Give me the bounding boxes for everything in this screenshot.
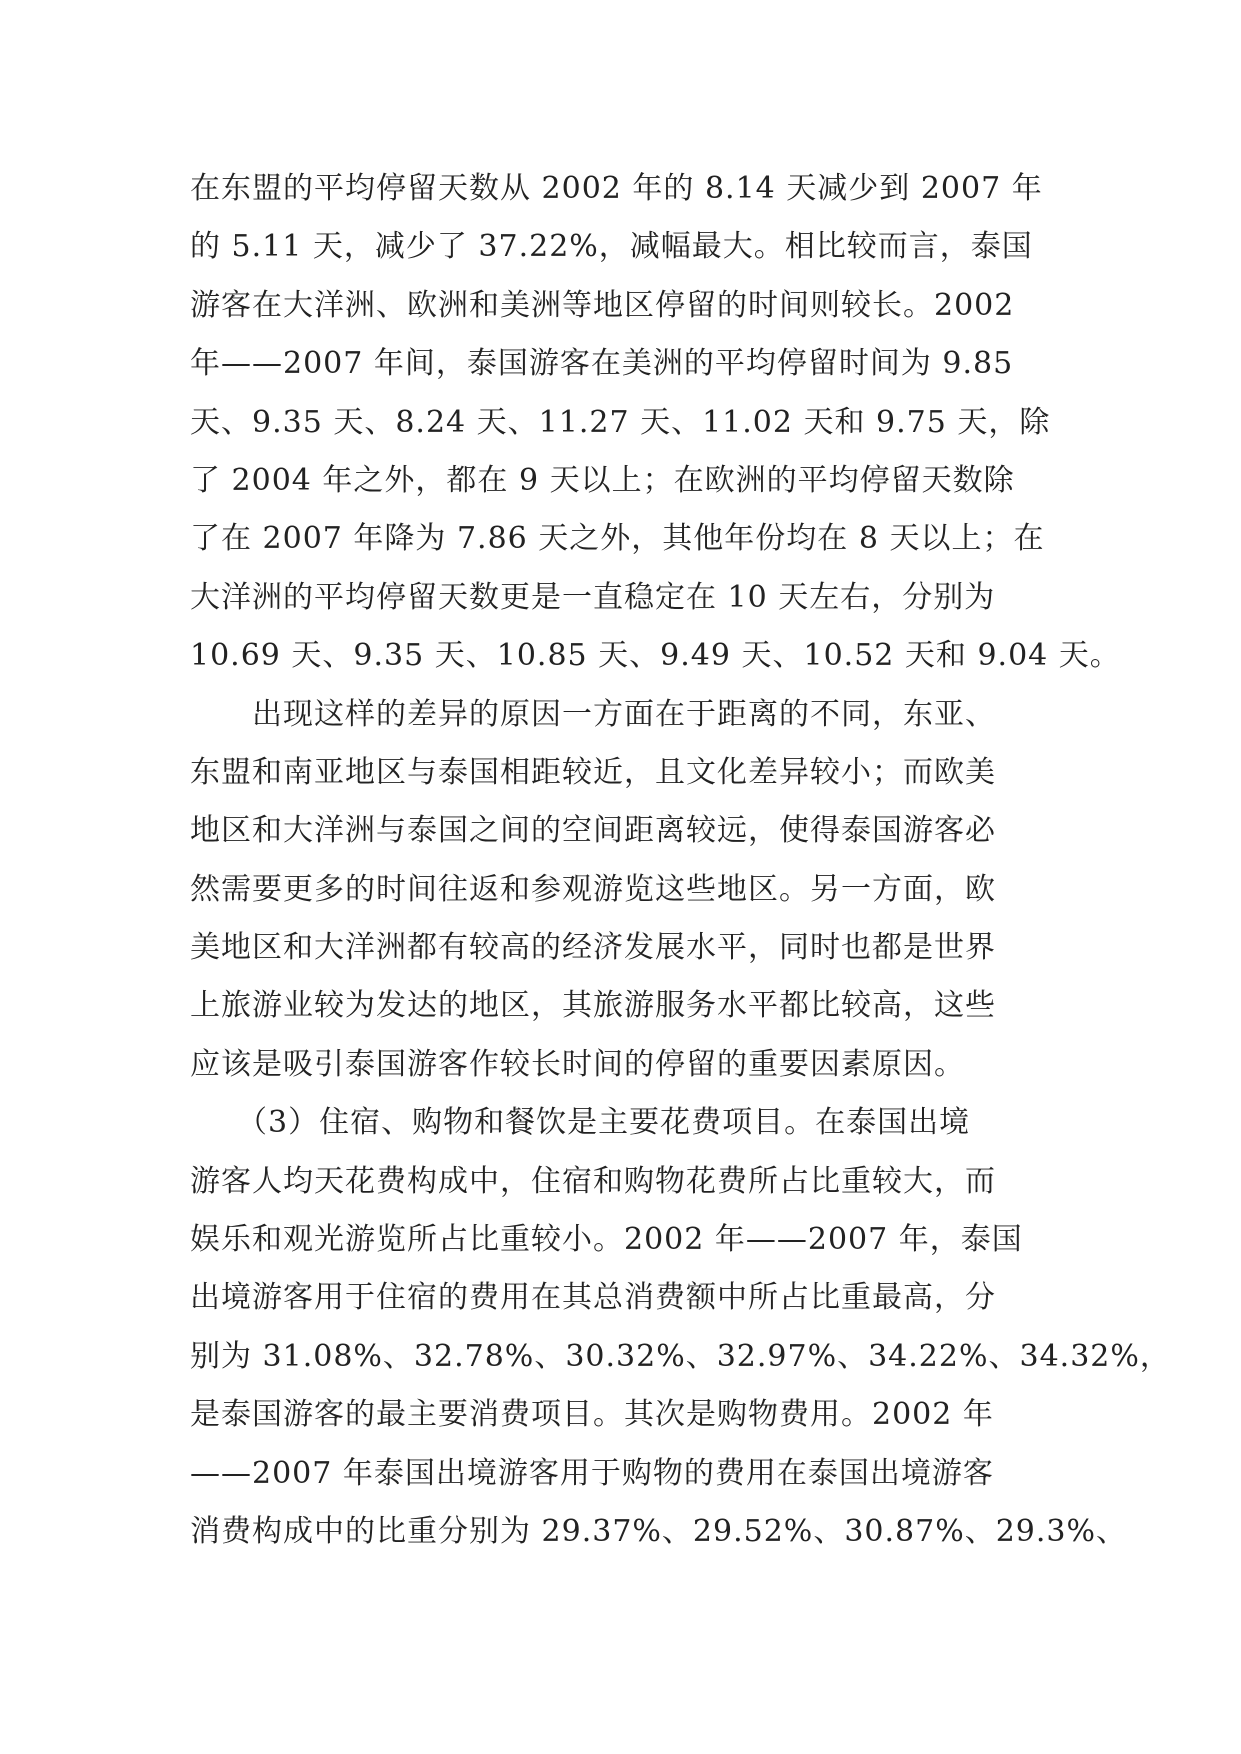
text-line: 应该是吸引泰国游客作较长时间的停留的重要因素原因。 <box>190 1046 965 1082</box>
text-line: 别为 31.08%、32.78%、30.32%、32.97%、34.22%、34.32%， <box>190 1338 1171 1374</box>
text-line: 是泰国游客的最主要消费项目。其次是购物费用。2002 年 <box>190 1397 994 1433</box>
text-line: 年——2007 年间，泰国游客在美洲的平均停留时间为 9.85 <box>190 346 1014 382</box>
text-line: ——2007 年泰国出境游客用于购物的费用在泰国出境游客 <box>190 1455 994 1491</box>
text-line: 10.69 天、9.35 天、10.85 天、9.49 天、10.52 天和 9.04 天。 <box>190 638 1121 674</box>
text-line: 了在 2007 年降为 7.86 天之外，其他年份均在 8 天以上；在 <box>190 521 1045 557</box>
text-line: 娱乐和观光游览所占比重较小。2002 年——2007 年，泰国 <box>190 1222 1023 1258</box>
text-line: 美地区和大洋洲都有较高的经济发展水平，同时也都是世界 <box>190 930 996 966</box>
text-line: 出现这样的差异的原因一方面在于距离的不同，东亚、 <box>190 696 996 732</box>
text-line: 游客人均天花费构成中，住宿和购物花费所占比重较大，而 <box>190 1163 996 1199</box>
text-line: 地区和大洋洲与泰国之间的空间距离较远，使得泰国游客必 <box>190 813 996 849</box>
text-line: 然需要更多的时间往返和参观游览这些地区。另一方面，欧 <box>190 871 996 907</box>
text-line: 出境游客用于住宿的费用在其总消费额中所占比重最高，分 <box>190 1280 996 1316</box>
text-line: 消费构成中的比重分别为 29.37%、29.52%、30.87%、29.3%、 <box>190 1513 1128 1549</box>
text-line: 东盟和南亚地区与泰国相距较近，且文化差异较小；而欧美 <box>190 754 996 790</box>
text-line: 天、9.35 天、8.24 天、11.27 天、11.02 天和 9.75 天，除 <box>190 404 1051 440</box>
text-line: 在东盟的平均停留天数从 2002 年的 8.14 天减少到 2007 年 <box>190 171 1043 206</box>
text-line: 的 5.11 天，减少了 37.22%，减幅最大。相比较而言，泰国 <box>190 229 1033 265</box>
text-line: 了 2004 年之外，都在 9 天以上；在欧洲的平均停留天数除 <box>190 462 1015 498</box>
text-line: 游客在大洋洲、欧洲和美洲等地区停留的时间则较长。2002 <box>190 287 1015 323</box>
body-text <box>190 160 1171 1561</box>
text-line: 上旅游业较为发达的地区，其旅游服务水平都比较高，这些 <box>190 988 996 1024</box>
text-line: 大洋洲的平均停留天数更是一直稳定在 10 天左右，分别为 <box>190 579 996 615</box>
text-line: （3）住宿、购物和餐饮是主要花费项目。在泰国出境 <box>190 1105 971 1141</box>
